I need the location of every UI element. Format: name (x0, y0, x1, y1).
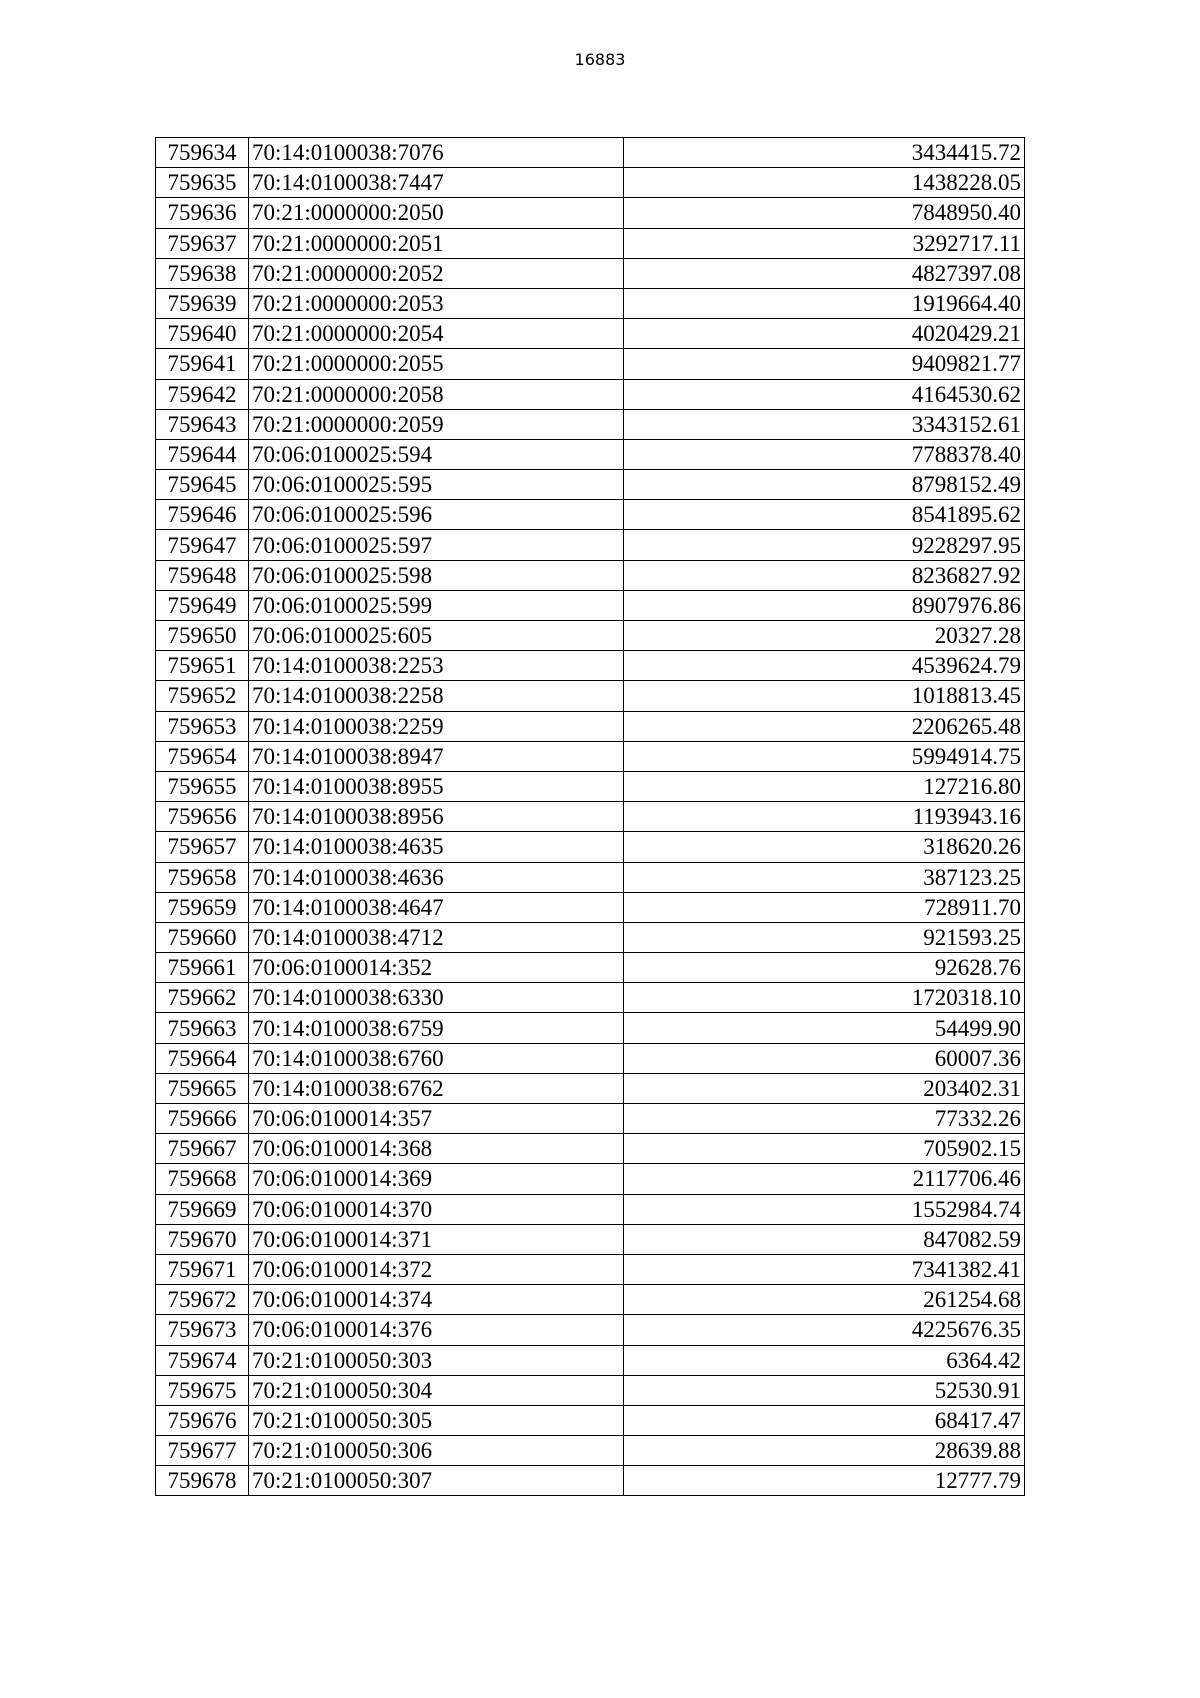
row-number-cell: 759650 (156, 621, 249, 651)
table-row (156, 590, 1025, 620)
row-number-cell: 759658 (156, 862, 249, 892)
cadastral-value-cell: 54499.90 (624, 1013, 1025, 1043)
cadastral-value-cell: 4020429.21 (624, 319, 1025, 349)
cadastral-number-cell: 70:14:0100038:2259 (249, 711, 624, 741)
cadastral-value-cell: 2117706.46 (624, 1164, 1025, 1194)
row-number-cell: 759648 (156, 560, 249, 590)
row-number-cell: 759651 (156, 651, 249, 681)
table-row (156, 1164, 1025, 1194)
table-body (156, 138, 1025, 1496)
cadastral-value-cell: 7848950.40 (624, 198, 1025, 228)
table-row (156, 228, 1025, 258)
row-number-cell: 759661 (156, 953, 249, 983)
table-row (156, 1345, 1025, 1375)
table-row (156, 862, 1025, 892)
cadastral-value-cell: 12777.79 (624, 1466, 1025, 1496)
cadastral-value-cell: 77332.26 (624, 1104, 1025, 1134)
cadastral-number-cell: 70:06:0100014:371 (249, 1224, 624, 1254)
table-row (156, 1375, 1025, 1405)
table-row (156, 741, 1025, 771)
cadastral-value-cell: 6364.42 (624, 1345, 1025, 1375)
cadastral-number-cell: 70:06:0100014:369 (249, 1164, 624, 1194)
cadastral-value-cell: 4539624.79 (624, 651, 1025, 681)
cadastral-value-cell: 705902.15 (624, 1134, 1025, 1164)
cadastral-value-cell: 28639.88 (624, 1436, 1025, 1466)
table-row (156, 832, 1025, 862)
table-row (156, 711, 1025, 741)
row-number-cell: 759654 (156, 741, 249, 771)
row-number-cell: 759642 (156, 379, 249, 409)
table-row (156, 1285, 1025, 1315)
row-number-cell: 759663 (156, 1013, 249, 1043)
cadastral-number-cell: 70:14:0100038:7076 (249, 138, 624, 168)
cadastral-value-cell: 127216.80 (624, 771, 1025, 801)
row-number-cell: 759639 (156, 288, 249, 318)
cadastral-number-cell: 70:06:0100025:594 (249, 439, 624, 469)
cadastral-number-cell: 70:06:0100014:376 (249, 1315, 624, 1345)
table-row (156, 953, 1025, 983)
cadastral-number-cell: 70:21:0100050:305 (249, 1405, 624, 1435)
table-row (156, 198, 1025, 228)
table-row (156, 1134, 1025, 1164)
cadastral-value-cell: 4827397.08 (624, 258, 1025, 288)
table-row (156, 439, 1025, 469)
table-row (156, 258, 1025, 288)
table-row (156, 379, 1025, 409)
cadastral-number-cell: 70:06:0100025:605 (249, 621, 624, 651)
row-number-cell: 759643 (156, 409, 249, 439)
cadastral-number-cell: 70:06:0100014:374 (249, 1285, 624, 1315)
row-number-cell: 759638 (156, 258, 249, 288)
cadastral-value-cell: 20327.28 (624, 621, 1025, 651)
cadastral-value-cell: 9228297.95 (624, 530, 1025, 560)
cadastral-value-cell: 2206265.48 (624, 711, 1025, 741)
cadastral-number-cell: 70:14:0100038:4712 (249, 922, 624, 952)
cadastral-number-cell: 70:21:0000000:2053 (249, 288, 624, 318)
cadastral-value-cell: 261254.68 (624, 1285, 1025, 1315)
row-number-cell: 759676 (156, 1405, 249, 1435)
cadastral-number-cell: 70:06:0100025:595 (249, 470, 624, 500)
cadastral-number-cell: 70:14:0100038:6762 (249, 1073, 624, 1103)
page-number: 16883 (574, 50, 626, 69)
cadastral-value-cell: 1018813.45 (624, 681, 1025, 711)
row-number-cell: 759665 (156, 1073, 249, 1103)
cadastral-number-cell: 70:06:0100014:357 (249, 1104, 624, 1134)
cadastral-number-cell: 70:21:0000000:2054 (249, 319, 624, 349)
row-number-cell: 759667 (156, 1134, 249, 1164)
row-number-cell: 759673 (156, 1315, 249, 1345)
table-row (156, 168, 1025, 198)
row-number-cell: 759637 (156, 228, 249, 258)
table-row (156, 681, 1025, 711)
cadastral-number-cell: 70:14:0100038:7447 (249, 168, 624, 198)
cadastral-number-cell: 70:21:0000000:2059 (249, 409, 624, 439)
table-row (156, 319, 1025, 349)
cadastral-value-cell: 728911.70 (624, 892, 1025, 922)
cadastral-number-cell: 70:14:0100038:8956 (249, 802, 624, 832)
row-number-cell: 759668 (156, 1164, 249, 1194)
row-number-cell: 759670 (156, 1224, 249, 1254)
cadastral-number-cell: 70:06:0100014:352 (249, 953, 624, 983)
table-row (156, 922, 1025, 952)
cadastral-value-cell: 8907976.86 (624, 590, 1025, 620)
cadastral-number-cell: 70:14:0100038:4636 (249, 862, 624, 892)
cadastral-number-cell: 70:06:0100025:596 (249, 500, 624, 530)
table-row (156, 1254, 1025, 1284)
table-row (156, 349, 1025, 379)
cadastral-value-cell: 1438228.05 (624, 168, 1025, 198)
table-row (156, 1104, 1025, 1134)
cadastral-number-cell: 70:14:0100038:4647 (249, 892, 624, 922)
row-number-cell: 759672 (156, 1285, 249, 1315)
cadastral-value-cell: 3292717.11 (624, 228, 1025, 258)
cadastral-number-cell: 70:21:0100050:304 (249, 1375, 624, 1405)
row-number-cell: 759647 (156, 530, 249, 560)
cadastral-number-cell: 70:14:0100038:6330 (249, 983, 624, 1013)
table-row (156, 1013, 1025, 1043)
table-row (156, 1436, 1025, 1466)
table-row (156, 288, 1025, 318)
cadastral-value-cell: 68417.47 (624, 1405, 1025, 1435)
row-number-cell: 759656 (156, 802, 249, 832)
row-number-cell: 759652 (156, 681, 249, 711)
row-number-cell: 759634 (156, 138, 249, 168)
cadastral-value-cell: 318620.26 (624, 832, 1025, 862)
table-row (156, 621, 1025, 651)
table-row (156, 500, 1025, 530)
row-number-cell: 759666 (156, 1104, 249, 1134)
cadastral-number-cell: 70:14:0100038:2258 (249, 681, 624, 711)
table-row (156, 530, 1025, 560)
row-number-cell: 759640 (156, 319, 249, 349)
cadastral-number-cell: 70:14:0100038:8955 (249, 771, 624, 801)
cadastral-value-cell: 8236827.92 (624, 560, 1025, 590)
table-row (156, 470, 1025, 500)
cadastral-number-cell: 70:06:0100014:372 (249, 1254, 624, 1284)
cadastral-number-cell: 70:21:0000000:2052 (249, 258, 624, 288)
cadastral-value-cell: 203402.31 (624, 1073, 1025, 1103)
table-row (156, 802, 1025, 832)
cadastral-number-cell: 70:06:0100025:597 (249, 530, 624, 560)
cadastral-value-cell: 60007.36 (624, 1043, 1025, 1073)
cadastral-value-cell: 7341382.41 (624, 1254, 1025, 1284)
cadastral-value-cell: 5994914.75 (624, 741, 1025, 771)
table-row (156, 1073, 1025, 1103)
row-number-cell: 759644 (156, 439, 249, 469)
cadastral-value-cell: 921593.25 (624, 922, 1025, 952)
cadastral-value-cell: 1720318.10 (624, 983, 1025, 1013)
table-row (156, 1043, 1025, 1073)
row-number-cell: 759657 (156, 832, 249, 862)
row-number-cell: 759677 (156, 1436, 249, 1466)
cadastral-number-cell: 70:21:0100050:303 (249, 1345, 624, 1375)
table-row (156, 138, 1025, 168)
row-number-cell: 759659 (156, 892, 249, 922)
cadastral-number-cell: 70:21:0000000:2055 (249, 349, 624, 379)
table-row (156, 409, 1025, 439)
table-row (156, 771, 1025, 801)
table-row (156, 1224, 1025, 1254)
cadastral-number-cell: 70:21:0100050:306 (249, 1436, 624, 1466)
table-row (156, 560, 1025, 590)
row-number-cell: 759641 (156, 349, 249, 379)
cadastral-number-cell: 70:21:0000000:2058 (249, 379, 624, 409)
row-number-cell: 759660 (156, 922, 249, 952)
cadastral-number-cell: 70:06:0100014:368 (249, 1134, 624, 1164)
cadastral-value-table (155, 137, 1025, 1496)
table-row (156, 1466, 1025, 1496)
table-row (156, 1405, 1025, 1435)
row-number-cell: 759674 (156, 1345, 249, 1375)
table-row (156, 892, 1025, 922)
cadastral-value-cell: 1552984.74 (624, 1194, 1025, 1224)
cadastral-number-cell: 70:06:0100025:598 (249, 560, 624, 590)
cadastral-value-cell: 1919664.40 (624, 288, 1025, 318)
cadastral-number-cell: 70:21:0000000:2050 (249, 198, 624, 228)
row-number-cell: 759635 (156, 168, 249, 198)
row-number-cell: 759655 (156, 771, 249, 801)
cadastral-value-cell: 3343152.61 (624, 409, 1025, 439)
row-number-cell: 759653 (156, 711, 249, 741)
row-number-cell: 759675 (156, 1375, 249, 1405)
row-number-cell: 759671 (156, 1254, 249, 1284)
cadastral-value-cell: 4225676.35 (624, 1315, 1025, 1345)
row-number-cell: 759664 (156, 1043, 249, 1073)
row-number-cell: 759678 (156, 1466, 249, 1496)
cadastral-number-cell: 70:21:0000000:2051 (249, 228, 624, 258)
cadastral-value-cell: 1193943.16 (624, 802, 1025, 832)
cadastral-value-cell: 847082.59 (624, 1224, 1025, 1254)
cadastral-number-cell: 70:14:0100038:6759 (249, 1013, 624, 1043)
cadastral-value-cell: 387123.25 (624, 862, 1025, 892)
cadastral-value-cell: 3434415.72 (624, 138, 1025, 168)
cadastral-number-cell: 70:14:0100038:6760 (249, 1043, 624, 1073)
cadastral-value-cell: 92628.76 (624, 953, 1025, 983)
row-number-cell: 759645 (156, 470, 249, 500)
row-number-cell: 759669 (156, 1194, 249, 1224)
table-row (156, 1194, 1025, 1224)
cadastral-number-cell: 70:06:0100014:370 (249, 1194, 624, 1224)
table-row (156, 1315, 1025, 1345)
cadastral-number-cell: 70:14:0100038:2253 (249, 651, 624, 681)
cadastral-value-cell: 9409821.77 (624, 349, 1025, 379)
cadastral-number-cell: 70:14:0100038:8947 (249, 741, 624, 771)
cadastral-number-cell: 70:06:0100025:599 (249, 590, 624, 620)
cadastral-number-cell: 70:21:0100050:307 (249, 1466, 624, 1496)
row-number-cell: 759646 (156, 500, 249, 530)
table-row (156, 983, 1025, 1013)
cadastral-value-cell: 52530.91 (624, 1375, 1025, 1405)
cadastral-value-cell: 8798152.49 (624, 470, 1025, 500)
cadastral-number-cell: 70:14:0100038:4635 (249, 832, 624, 862)
table-row (156, 651, 1025, 681)
row-number-cell: 759649 (156, 590, 249, 620)
cadastral-value-cell: 7788378.40 (624, 439, 1025, 469)
row-number-cell: 759662 (156, 983, 249, 1013)
cadastral-value-cell: 4164530.62 (624, 379, 1025, 409)
row-number-cell: 759636 (156, 198, 249, 228)
cadastral-value-cell: 8541895.62 (624, 500, 1025, 530)
